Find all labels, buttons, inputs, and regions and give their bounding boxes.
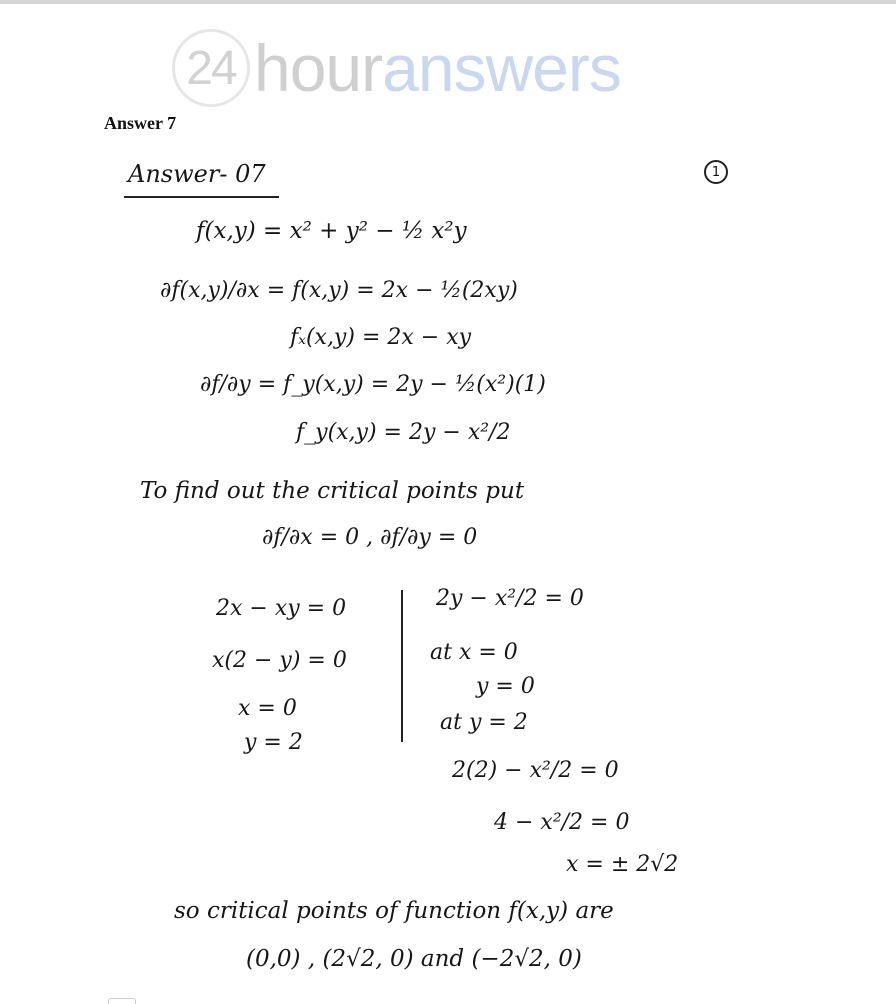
function-definition: f(x,y) = x² + y² − ½ x²y — [196, 218, 467, 244]
conclusion-line-1: so critical points of function f(x,y) are — [174, 898, 614, 924]
logo-circle — [172, 29, 250, 107]
critical-points-instruction: To find out the critical points put — [140, 478, 525, 504]
top-border — [0, 0, 896, 4]
right-step-4: at y = 2 — [440, 710, 528, 735]
page-number-marker: 1 — [704, 160, 728, 184]
right-step-6: 4 − x²/2 = 0 — [494, 810, 630, 835]
page-edge-tab — [108, 998, 136, 1004]
left-step-2: x(2 − y) = 0 — [212, 648, 347, 673]
watermark-logo — [172, 28, 621, 108]
column-divider — [401, 590, 403, 742]
left-step-4: y = 2 — [244, 730, 303, 755]
left-step-3: x = 0 — [238, 696, 297, 721]
heading-underline — [124, 196, 279, 198]
right-step-2: at x = 0 — [430, 640, 518, 665]
left-step-1: 2x − xy = 0 — [216, 596, 347, 621]
logo-number: 24 — [186, 41, 236, 95]
right-step-3: y = 0 — [476, 674, 535, 699]
right-step-5: 2(2) − x²/2 = 0 — [452, 758, 619, 783]
handwritten-heading: Answer- 07 — [128, 160, 266, 188]
partial-y-line: ∂f/∂y = f_y(x,y) = 2y − ½(x²)(1) — [200, 372, 546, 397]
conclusion-line-2: (0,0) , (2√2, 0) and (−2√2, 0) — [246, 946, 582, 972]
right-step-7: x = ± 2√2 — [566, 852, 679, 877]
partial-x-line: ∂f(x,y)/∂x = f(x,y) = 2x − ½(2xy) — [160, 278, 518, 303]
logo-word-hour: hour — [254, 31, 383, 105]
set-partials-zero: ∂f/∂x = 0 , ∂f/∂y = 0 — [262, 525, 478, 550]
right-step-1: 2y − x²/2 = 0 — [436, 586, 584, 611]
fy-result: f_y(x,y) = 2y − x²/2 — [296, 420, 511, 445]
fx-result: fₓ(x,y) = 2x − xy — [290, 325, 472, 350]
logo-word-answers: answers — [382, 31, 621, 105]
answer-label: Answer 7 — [104, 113, 177, 133]
